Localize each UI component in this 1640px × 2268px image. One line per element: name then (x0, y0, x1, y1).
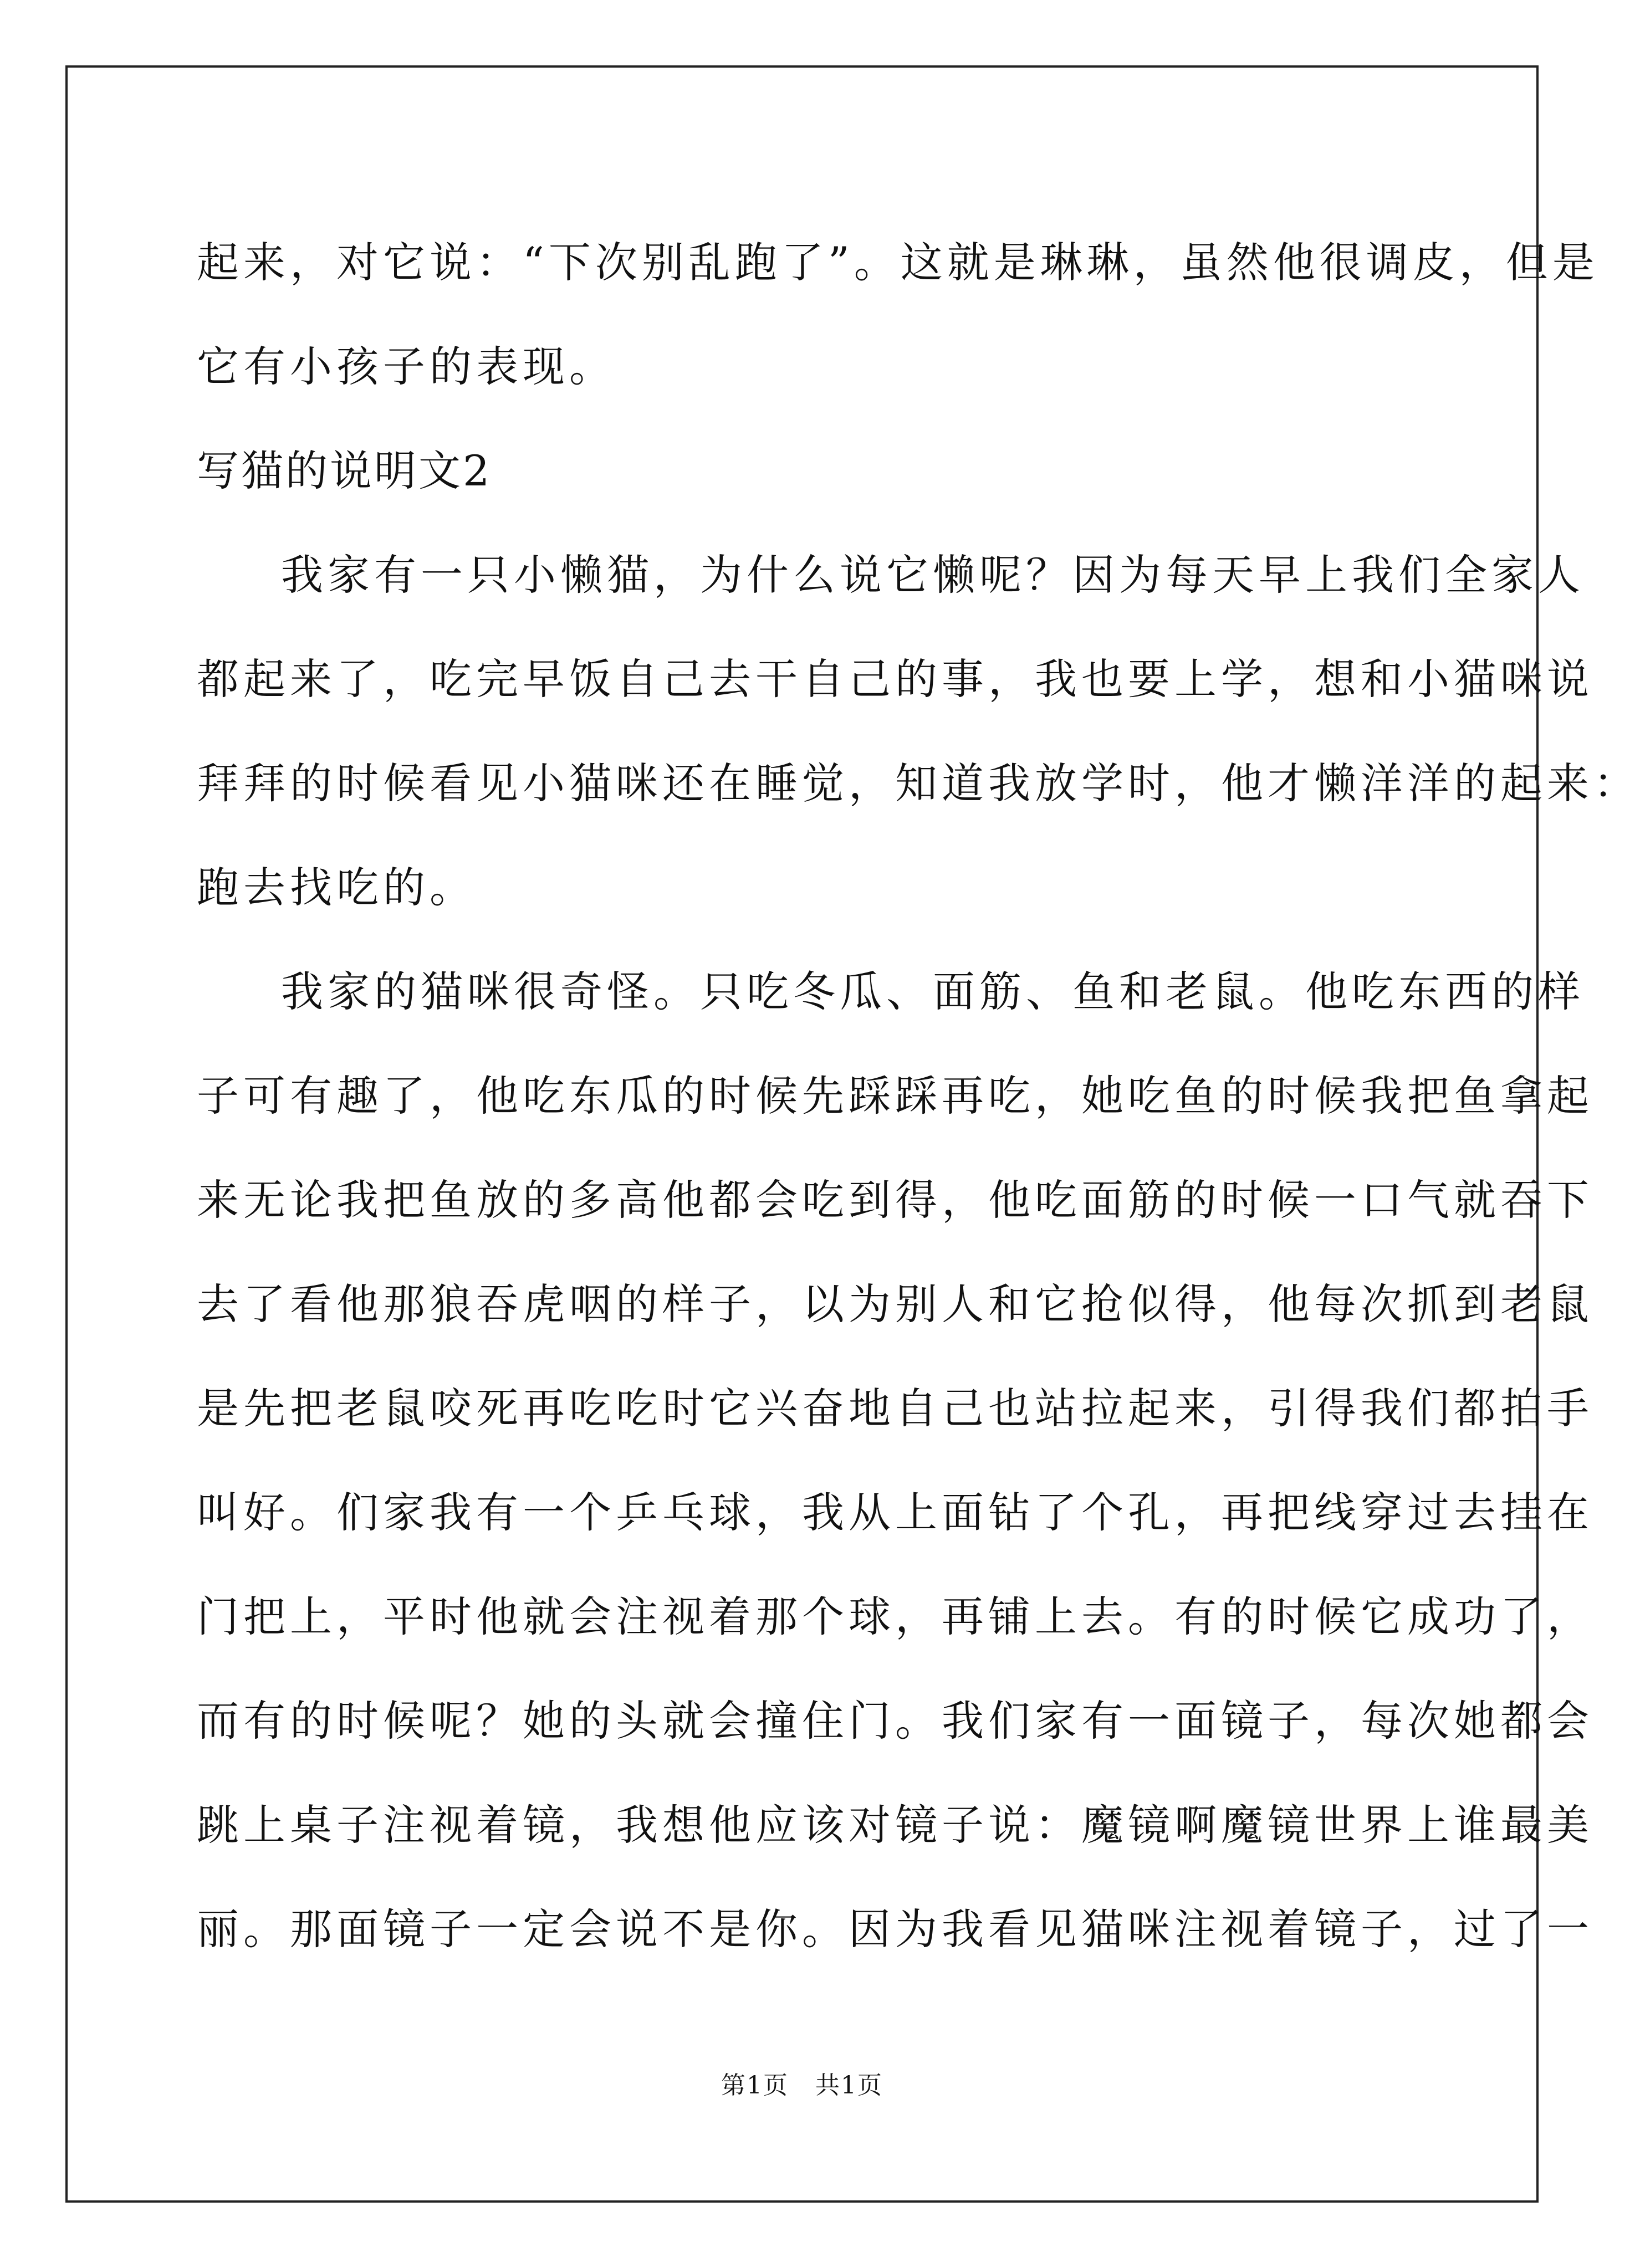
text-line: 拜拜的时候看见小猫咪还在睡觉，知道我放学时，他才懒洋洋的起来： (197, 759, 1640, 808)
text-line: 来无论我把鱼放的多高他都会吃到得，他吃面筋的时候一口气就吞下 (197, 1175, 1593, 1225)
text-line: 叫好。们家我有一个乒乓球，我从上面钻了个孔，再把线穿过去挂在 (197, 1488, 1593, 1537)
text-line: 跳上桌子注视着镜，我想他应该对镜子说：魔镜啊魔镜世界上谁最美 (197, 1800, 1593, 1850)
text-line: 而有的时候呢？她的头就会撞住门。我们家有一面镜子，每次她都会 (197, 1696, 1593, 1745)
page-total: 共1页 (815, 2071, 883, 2100)
text-line: 门把上，平时他就会注视着那个球，再铺上去。有的时候它成功了， (197, 1592, 1593, 1641)
document-body (197, 211, 1640, 1982)
text-line: 跑去找吃的。 (197, 863, 476, 912)
paragraph-first-line: 我家的猫咪很奇怪。只吃冬瓜、面筋、鱼和老鼠。他吃东西的样 (281, 967, 1585, 1016)
text-line: 去了看他那狼吞虎咽的样子，以为别人和它抢似得，他每次抓到老鼠 (197, 1279, 1593, 1329)
text-line: 它有小孩子的表现。 (197, 342, 616, 391)
page-footer (0, 2065, 1604, 2101)
text-line: 子可有趣了，他吃东瓜的时候先踩踩再吃，她吃鱼的时候我把鱼拿起 (197, 1071, 1593, 1120)
text-line: 起来，对它说：“下次别乱跑了”。这就是琳琳，虽然他很调皮，但是 (197, 238, 1599, 287)
paragraph-first-line: 我家有一只小懒猫，为什么说它懒呢？因为每天早上我们全家人 (281, 550, 1585, 600)
text-line: 丽。那面镜子一定会说不是你。因为我看见猫咪注视着镜子，过了一 (197, 1904, 1593, 1954)
page-number: 第1页 (721, 2071, 789, 2100)
text-line: 是先把老鼠咬死再吃吃时它兴奋地自己也站拉起来，引得我们都拍手 (197, 1384, 1593, 1433)
text-line: 都起来了，吃完早饭自己去干自己的事，我也要上学，想和小猫咪说 (197, 654, 1593, 704)
section-heading: 写猫的说明文2 (197, 446, 492, 495)
